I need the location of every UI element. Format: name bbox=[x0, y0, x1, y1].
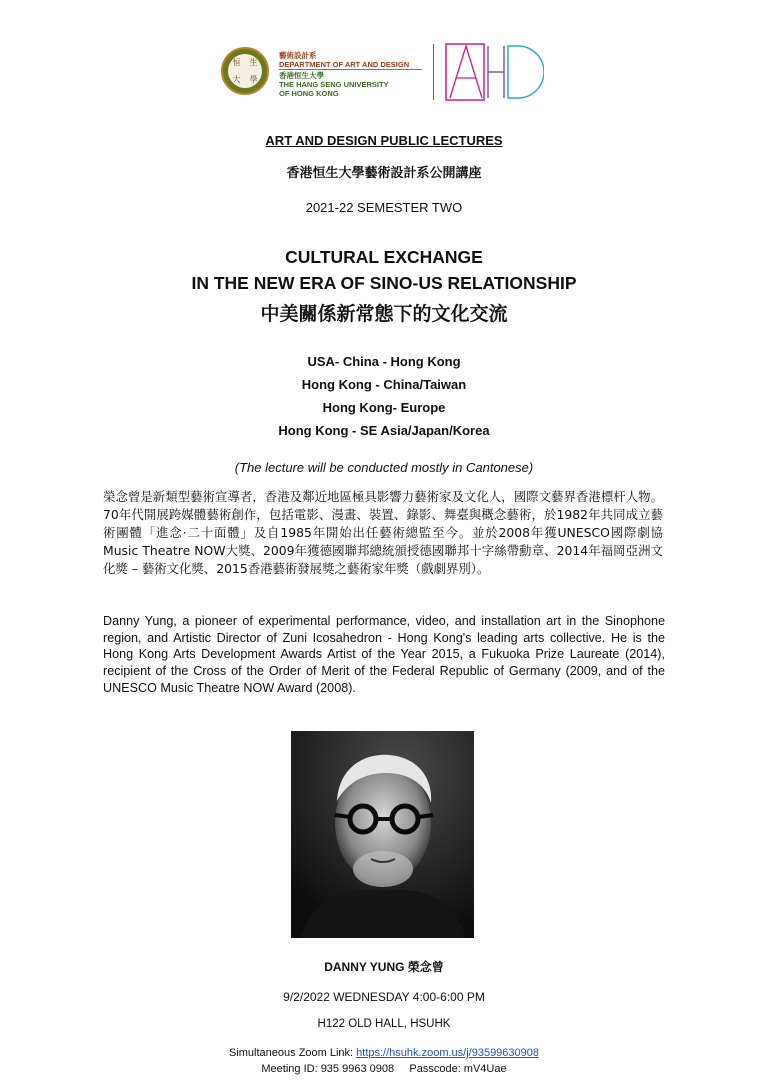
bio-chinese: 榮念曾是新類型藝術宣導者，香港及鄰近地區極具影響力藝術家及文化人，國際文藝界香港標杆人物。70年代開展跨媒體藝術創作，包括電影、漫畫、裝置、錄影、舞臺與概念藝術，於1982年共同成立藝術團體「進念·二十面體」及自1985年開始出任藝術總監至今。並於2008年獲UNESCO國際劇協Music Theatre NOW大獎、2009年獲德國聯邦總統頒授德國聯邦十字絲帶勳章、2014年福岡亞洲文化獎 – 藝術文化獎、2015香港藝術發展獎之藝術家年獎（戲劇界別）。 bbox=[103, 489, 663, 576]
logo-char: 大 bbox=[232, 75, 241, 84]
speaker-portrait bbox=[291, 731, 474, 938]
series-title-zh: 香港恒生大學藝術設計系公開講座 bbox=[286, 166, 482, 181]
department-text bbox=[279, 51, 409, 98]
lecture-title-zh: 中美關係新常態下的文化交流 bbox=[260, 303, 508, 325]
language-note: (The lecture will be conducted mostly in Cantonese) bbox=[234, 460, 534, 475]
route-item: Hong Kong - SE Asia/Japan/Korea bbox=[278, 423, 490, 438]
ad-logo bbox=[444, 42, 544, 102]
speaker-name: DANNY YUNG 榮念曾 bbox=[324, 960, 444, 974]
logo-char: 學 bbox=[249, 75, 258, 84]
lecture-title-line1: CULTURAL EXCHANGE bbox=[285, 247, 483, 267]
dept-en: DEPARTMENT OF ART AND DESIGN bbox=[279, 60, 410, 69]
zoom-link[interactable]: https://hsuhk.zoom.us/j/93599630908 bbox=[356, 1047, 540, 1059]
zoom-line bbox=[0, 1047, 768, 1059]
dept-zh: 藝術設計系 bbox=[279, 51, 317, 60]
meeting-info: Meeting ID: 935 9963 0908 Passcode: mV4Uae bbox=[261, 1063, 507, 1075]
route-item: Hong Kong - China/Taiwan bbox=[301, 377, 467, 392]
route-item: USA- China - Hong Kong bbox=[307, 354, 461, 369]
lecture-title-line2: IN THE NEW ERA OF SINO-US RELATIONSHIP bbox=[191, 273, 577, 293]
logo-char: 恒 bbox=[232, 58, 241, 67]
event-datetime: 9/2/2022 WEDNESDAY 4:00-6:00 PM bbox=[283, 990, 485, 1004]
semester: 2021-22 SEMESTER TWO bbox=[305, 200, 463, 215]
logo-char: 生 bbox=[249, 58, 258, 67]
zoom-label: Simultaneous Zoom Link: bbox=[228, 1047, 357, 1059]
bio-english: Danny Yung, a pioneer of experimental performance, video, and installation art in the Sinophone region, and Artistic Director of Zuni Icosahedron - Hong Kong's leading arts collective. He is the Hong Kong Arts Development Awards Artist of the Year 2015, a Fukuoka Prize Laureate (2014), recipient of the Cross of the Order of Merit of the Federal Republic of Germany (2009, and of the UNESCO Music Theatre NOW Award (2008). bbox=[103, 614, 665, 695]
routes-list bbox=[0, 350, 768, 442]
event-venue: H122 OLD HALL, HSUHK bbox=[317, 1018, 451, 1030]
uni-en-2: OF HONG KONG bbox=[279, 89, 339, 98]
series-title: ART AND DESIGN PUBLIC LECTURES bbox=[265, 133, 503, 148]
header-divider bbox=[433, 44, 434, 100]
hsuhk-logo bbox=[221, 47, 269, 95]
route-item: Hong Kong- Europe bbox=[322, 400, 446, 415]
uni-zh: 香港恒生大學 bbox=[279, 71, 324, 80]
header-rule bbox=[279, 69, 422, 70]
uni-en-1: THE HANG SENG UNIVERSITY bbox=[279, 80, 389, 89]
